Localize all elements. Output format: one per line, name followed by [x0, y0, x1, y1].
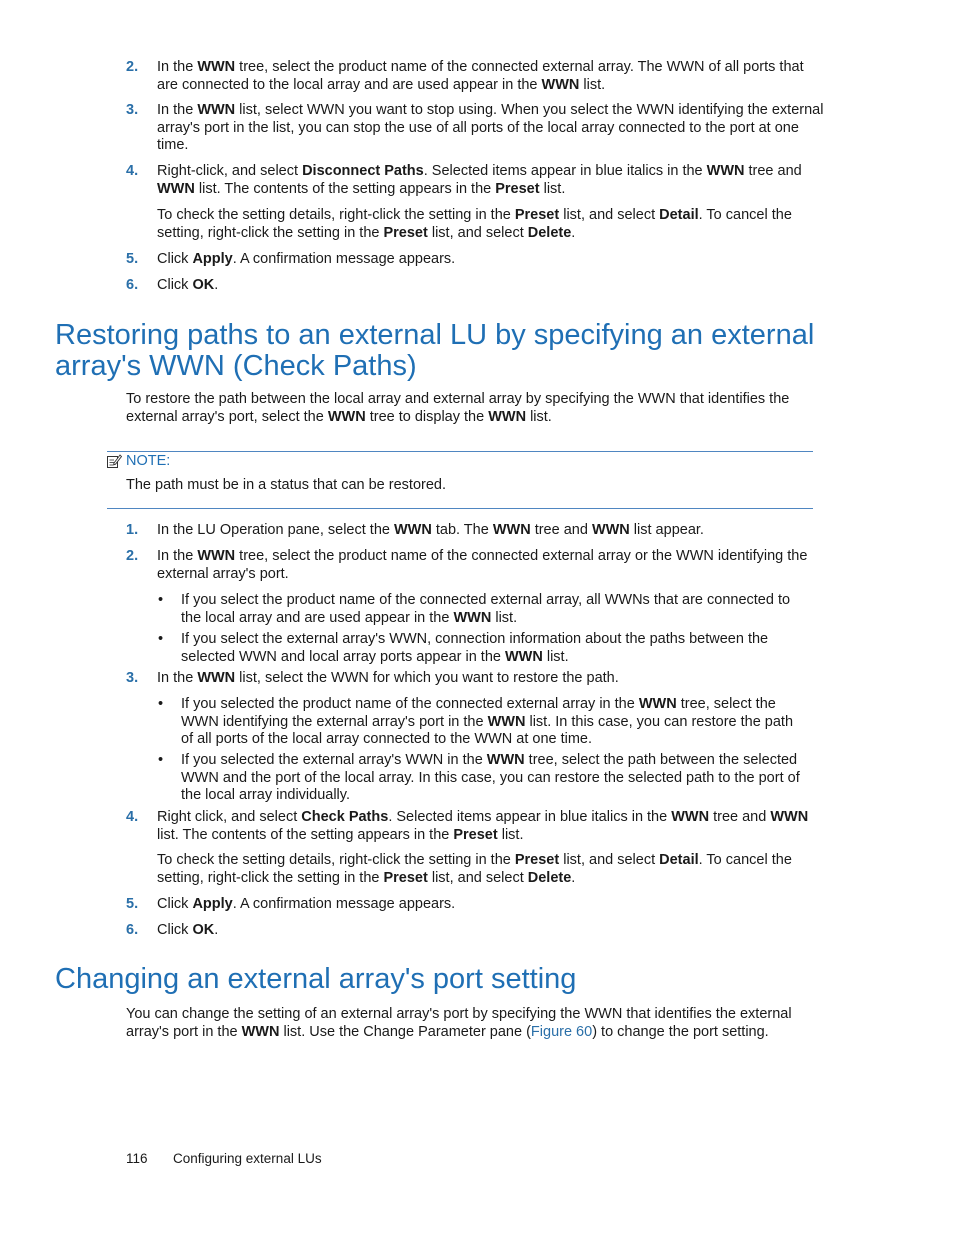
step-number: 3.	[126, 670, 139, 686]
step-text: Click Apply. A confirmation message appears.	[157, 251, 456, 267]
s1-step-5	[126, 896, 826, 914]
s1-bullet-product-name	[158, 592, 808, 627]
section2-intro: You can change the setting of an external array's port by specifying the WWN that identifies the external array's port in the WWN list. Use the Change Parameter pane (Figure 60) to change the port setting.	[126, 1006, 792, 1040]
figure-link[interactable]: Figure 60	[530, 1023, 593, 1040]
s1-step-1	[126, 522, 826, 540]
bullet-dot: •	[158, 696, 164, 712]
s1-step-4	[126, 809, 826, 844]
step-text: In the LU Operation pane, select the WWN tab. The WWN tree and WWN list appear.	[157, 522, 704, 538]
bold-term: Preset	[514, 852, 560, 868]
bullet-text: If you selected the external array's WWN in the WWN tree, select the path between the selected WWN and the port of the local array. In this case, you can restore the selected path to the port of the local array individually.	[181, 752, 800, 803]
heading-line-2: array's WWN (Check Paths)	[55, 350, 417, 382]
section-heading-port-setting: Changing an external array's port setting	[55, 963, 577, 995]
step-number: 4.	[126, 163, 139, 179]
step-text: Right-click, and select Disconnect Paths. Selected items appear in blue italics in the WWN tree and WWN list. The contents of the setting appears in the Preset list.	[157, 163, 802, 197]
step-number: 5.	[126, 251, 139, 267]
bold-term: Preset	[383, 224, 428, 241]
bold-term: WWN	[671, 809, 710, 825]
bold-term: Preset	[514, 207, 560, 223]
step-5-top	[126, 251, 826, 269]
note-top-rule	[107, 451, 813, 452]
bullet-dot: •	[158, 752, 164, 768]
bold-term: OK	[192, 922, 215, 938]
s1-step-6	[126, 922, 826, 940]
bullet-dot: •	[158, 592, 164, 608]
bold-term: Delete	[527, 224, 572, 241]
step-text: In the WWN list, select the WWN for which you want to restore the path.	[157, 670, 619, 686]
bold-term: WWN	[486, 752, 525, 768]
s1-step-3	[126, 670, 826, 688]
step-number: 2.	[126, 59, 139, 75]
bold-term: WWN	[197, 670, 236, 686]
section-heading-restoring-paths	[55, 320, 855, 382]
bold-term: WWN	[541, 76, 580, 93]
step-text: Click OK.	[157, 922, 219, 938]
bold-term: WWN	[591, 522, 630, 538]
bold-term: WWN	[327, 408, 366, 425]
bold-term: WWN	[488, 408, 527, 425]
step-text: Click OK.	[157, 277, 219, 293]
bold-term: WWN	[706, 163, 745, 179]
bold-term: OK	[192, 277, 215, 293]
bold-term: WWN	[492, 522, 531, 538]
section1-intro: To restore the path between the local array and external array by specifying the WWN that identifies the external array's port, select the WWN tree to display the WWN list.	[126, 391, 790, 425]
step-text: In the WWN tree, select the product name of the connected external array or the WWN identifying the external array's port.	[157, 548, 808, 582]
note-label: NOTE:	[126, 453, 171, 469]
bold-term: Preset	[495, 180, 540, 197]
s1-bullet-selected-product	[158, 696, 808, 749]
note-pencil-icon	[106, 453, 122, 469]
bold-term: WWN	[241, 1023, 280, 1040]
step-number: 6.	[126, 277, 139, 293]
step-number: 3.	[126, 102, 139, 118]
step-6-top	[126, 277, 826, 295]
bold-term: Disconnect Paths	[302, 163, 424, 179]
bold-term: WWN	[197, 102, 236, 118]
step-number: 5.	[126, 896, 139, 912]
s1-step-2	[126, 548, 826, 583]
step-number: 6.	[126, 922, 139, 938]
step-text: In the WWN list, select WWN you want to stop using. When you select the WWN identifying the external array's port in the list, you can stop the use of all ports of the local array connected to the port at one time.	[157, 102, 824, 153]
step-4-top-detail: To check the setting details, right-click the setting in the Preset list, and select Detail. To cancel the setting, right-click the setting in the Preset list, and select Delete.	[157, 207, 792, 241]
note-text: The path must be in a status that can be restored.	[126, 477, 446, 493]
step-text: Click Apply. A confirmation message appears.	[157, 896, 456, 912]
step-number: 4.	[126, 809, 139, 825]
bold-term: Apply	[192, 896, 233, 912]
bold-term: Delete	[527, 869, 572, 886]
bullet-text: If you select the product name of the connected external array, all WWNs that are connected to the local array and are used appear in the WWN list.	[181, 592, 791, 626]
bold-term: Detail	[659, 852, 699, 868]
bold-term: Preset	[383, 869, 428, 886]
s1-bullet-array-wwn	[158, 631, 808, 666]
step-text: Right click, and select Check Paths. Selected items appear in blue italics in the WWN tree and WWN list. The contents of the setting appears in the Preset list.	[157, 809, 809, 843]
bullet-dot: •	[158, 631, 164, 647]
bold-term: WWN	[157, 180, 195, 197]
bold-term: Apply	[192, 251, 233, 267]
bold-term: WWN	[638, 696, 677, 712]
footer-chapter: Configuring external LUs	[173, 1151, 322, 1166]
heading-line-1: Restoring paths to an external LU by specifying an external	[55, 319, 815, 351]
bold-term: WWN	[453, 609, 492, 626]
bold-term: Check Paths	[301, 809, 389, 825]
bold-term: WWN	[504, 648, 543, 665]
bold-term: Detail	[659, 207, 699, 223]
bold-term: WWN	[487, 713, 526, 730]
step-text: In the WWN tree, select the product name of the connected external array. The WWN of all ports that are connected to the local array and are used appear in the WWN list.	[157, 59, 804, 93]
step-4-top	[126, 163, 826, 198]
note-header	[106, 453, 170, 469]
bold-term: WWN	[393, 522, 432, 538]
page-number: 116	[126, 1151, 148, 1166]
bold-term: WWN	[197, 548, 236, 564]
s1-bullet-selected-wwn	[158, 752, 808, 805]
step-number: 2.	[126, 548, 139, 564]
step-2-top	[126, 59, 826, 94]
s1-step-4-detail: To check the setting details, right-click the setting in the Preset list, and select Detail. To cancel the setting, right-click the setting in the Preset list, and select Delete.	[157, 852, 792, 886]
bullet-text: If you select the external array's WWN, connection information about the paths between the selected WWN and local array ports appear in the WWN list.	[181, 631, 769, 665]
bold-term: WWN	[770, 809, 809, 825]
step-3-top	[126, 102, 826, 155]
bold-term: Preset	[453, 826, 498, 843]
note-bottom-rule	[107, 508, 813, 509]
bullet-text: If you selected the product name of the connected external array in the WWN tree, select the WWN identifying the external array's port in the WWN list. In this case, you can restore the path of all ports of the local array connected to the WWN at one time.	[181, 696, 794, 747]
step-number: 1.	[126, 522, 139, 538]
bold-term: WWN	[197, 59, 236, 75]
